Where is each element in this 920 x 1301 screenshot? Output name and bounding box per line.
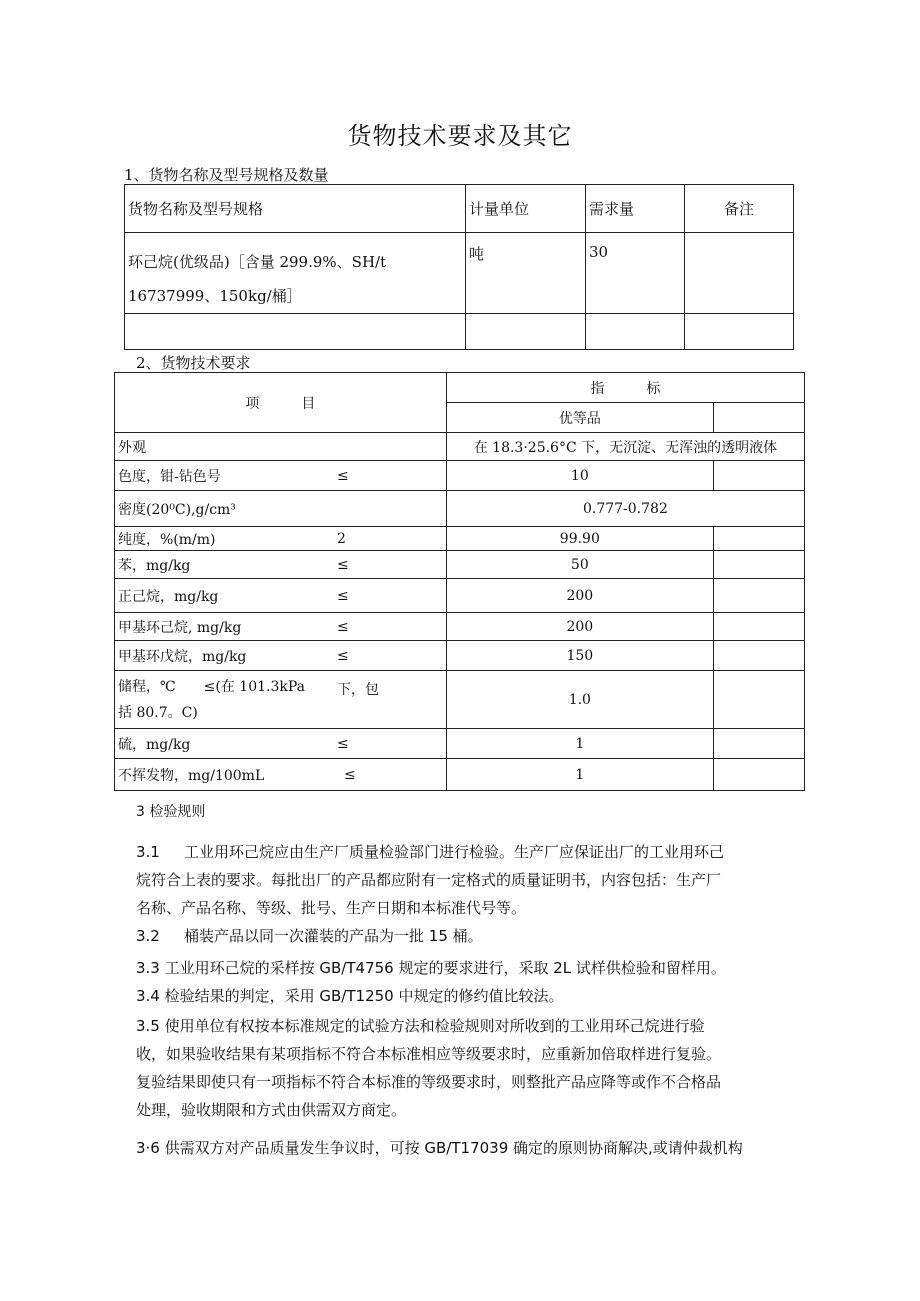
empty-cell [713, 527, 804, 551]
spec-item: 硫，mg/kg [115, 729, 335, 759]
empty-cell [685, 314, 794, 350]
spec-item-line2: 括 80.7。C) [118, 704, 198, 721]
grade-header: 优等品 [446, 403, 713, 433]
header-note: 备注 [685, 185, 794, 233]
para-3-2: 桶装产品以同一次灌装的产品为一批 15 桶。 [184, 927, 483, 945]
para-3-4: 3.4 检验结果的判定，采用 GB/T1250 中规定的修约值比较法。 [136, 987, 564, 1005]
para-3-5-line1: 3.5 使用单位有权按本标准规定的试验方法和检验规则对所收到的工业用环己烷进行验 [136, 1017, 705, 1035]
section1-heading: 1、货物名称及型号规格及数量 [124, 166, 329, 184]
spec-item: 纯度，%(m/m) [115, 527, 335, 551]
empty-cell [466, 314, 586, 350]
spec-item: 不挥发物，mg/100mL [115, 759, 335, 791]
spec-value: 150 [446, 641, 713, 671]
para-3-5-line3: 复验结果即使只有一项指标不符合本标准的等级要求时，则整批产品应降等或作不合格品 [136, 1073, 722, 1091]
para-3-1-line2: 烷符合上表的要求。每批出厂的产品都应附有一定格式的质量证明书，内容包括：生产厂 [136, 871, 722, 889]
section3-heading: 3 检验规则 [136, 804, 206, 820]
empty-cell [713, 729, 804, 759]
para-3-6: 3·6 供需双方对产品质量发生争议时，可按 GB/T17039 确定的原则协商解决,或请仲裁机构 [136, 1139, 743, 1157]
spec-value: 200 [446, 613, 713, 641]
spec-value: 10 [446, 461, 713, 491]
spec-item: 甲基环己烷, mg/kg [115, 613, 335, 641]
spec-value: 1.0 [446, 671, 713, 729]
spec-value: 在 18.3·25.6°C 下，无沉淀、无浑浊的透明液体 [446, 433, 804, 461]
empty-cell [713, 641, 804, 671]
goods-note [685, 233, 794, 314]
empty-cell [713, 671, 804, 729]
spec-item: 苯，mg/kg [115, 551, 335, 579]
goods-name-line2: 16737999、150kg/桶］ [128, 287, 302, 305]
spec-value: 50 [446, 551, 713, 579]
spec-operator: ≤ [334, 551, 446, 579]
spec-operator: ≤ [334, 641, 446, 671]
spec-operator: ≤ [334, 461, 446, 491]
spec-value: 0.777-0.782 [446, 491, 804, 527]
goods-name-cell [125, 233, 466, 314]
goods-quantity: 30 [586, 233, 685, 314]
spec-item: 甲基环戊烷，mg/kg [115, 641, 335, 671]
empty-cell [713, 579, 804, 613]
para-3-3: 3.3 工业用环己烷的采样按 GB/T4756 规定的要求进行，采取 2L 试样供检验和留样用。 [136, 959, 726, 977]
spec-value: 1 [446, 729, 713, 759]
spec-item-boiling-range [115, 671, 335, 729]
spec-operator: ≤ [334, 729, 446, 759]
spec-operator: 2 [334, 527, 446, 551]
para-3-2-number: 3.2 [136, 927, 160, 945]
header-unit: 计量单位 [466, 185, 586, 233]
goods-table [124, 184, 794, 350]
para-3-5-line4: 处理，验收期限和方式由供需双方商定。 [136, 1101, 407, 1119]
empty-cell [713, 403, 804, 433]
para-3-5-line2: 收，如果验收结果有某项指标不符合本标准相应等级要求时，应重新加倍取样进行复验。 [136, 1045, 722, 1063]
goods-name-line1: 环己烷(优级品)［含量 299.9%、SH/t [128, 253, 387, 271]
empty-cell [713, 461, 804, 491]
spec-item: 密度(20⁰C),g/cm³ [115, 491, 447, 527]
empty-cell [713, 551, 804, 579]
section2-heading: 2、货物技术要求 [136, 354, 251, 372]
spec-value: 99.90 [446, 527, 713, 551]
header-goods-name: 货物名称及型号规格 [125, 185, 466, 233]
spec-operator: 下，包 [334, 671, 446, 729]
spec-table [114, 372, 805, 791]
spec-item: 外观 [115, 433, 447, 461]
spec-value: 200 [446, 579, 713, 613]
header-quantity: 需求量 [586, 185, 685, 233]
spec-operator: ≤ [334, 579, 446, 613]
page-title: 货物技术要求及其它 [347, 122, 573, 150]
para-3-1-number: 3.1 [136, 843, 160, 861]
spec-item-line1: 储程，℃ ≤(在 101.3kPa [118, 678, 306, 695]
empty-cell [125, 314, 466, 350]
empty-cell [713, 613, 804, 641]
para-3-1-line1: 工业用环己烷应由生产厂质量检验部门进行检验。生产厂应保证出厂的工业用环己 [184, 843, 725, 861]
empty-cell [713, 759, 804, 791]
spec-item: 正己烷，mg/kg [115, 579, 335, 613]
spec-value: 1 [446, 759, 713, 791]
para-3-1-line3: 名称、产品名称、等级、批号、生产日期和本标准代号等。 [136, 899, 527, 917]
spec-item: 色度，钳-钻色号 [115, 461, 335, 491]
item-header: 项 目 [115, 373, 447, 433]
goods-unit: 吨 [466, 233, 586, 314]
spec-operator: ≤ [334, 613, 446, 641]
empty-cell [586, 314, 685, 350]
spec-operator: ≤ [334, 759, 446, 791]
index-header: 指 标 [446, 373, 804, 403]
